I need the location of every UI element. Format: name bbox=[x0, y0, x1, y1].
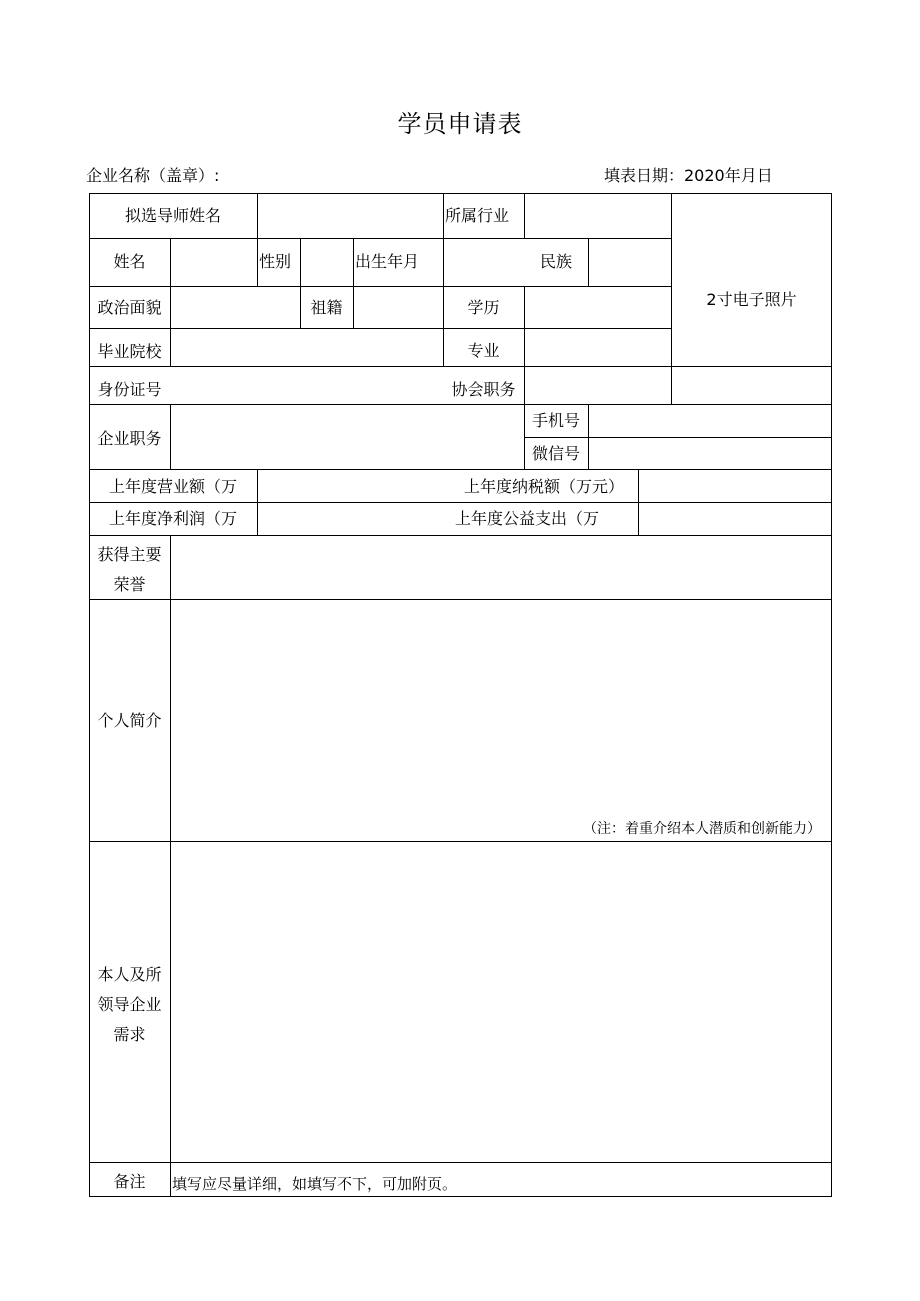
remarks-text: 填写应尽量详细，如填写不下，可加附页。 bbox=[172, 1175, 458, 1193]
charity-field[interactable] bbox=[639, 503, 831, 535]
application-form-table bbox=[89, 193, 832, 1197]
birth-field[interactable] bbox=[444, 239, 524, 286]
fill-date-label: 填表日期：2020年月日 bbox=[604, 166, 773, 185]
mobile-field[interactable] bbox=[589, 405, 831, 437]
association-post-field[interactable] bbox=[525, 367, 671, 404]
charity-label: 上年度公益支出（万 bbox=[455, 509, 600, 528]
industry-label: 所属行业 bbox=[445, 206, 510, 225]
education-label: 学历 bbox=[467, 298, 500, 317]
origin-field[interactable] bbox=[354, 287, 443, 328]
photo-placeholder[interactable]: 2寸电子照片 bbox=[706, 290, 797, 309]
mentor-name-field[interactable] bbox=[258, 194, 443, 238]
needs-label-line2: 领导企业 bbox=[97, 995, 162, 1014]
industry-field[interactable] bbox=[525, 194, 671, 238]
gender-field[interactable] bbox=[301, 239, 353, 286]
honors-label-line1: 获得主要 bbox=[97, 545, 162, 564]
major-label: 专业 bbox=[467, 341, 500, 360]
birth-label: 出生年月 bbox=[355, 252, 420, 271]
gender-label: 性别 bbox=[259, 252, 292, 271]
honors-label-line2: 荣誉 bbox=[113, 575, 146, 594]
company-name-label: 企业名称（盖章）: bbox=[86, 166, 220, 185]
association-post-label: 协会职务 bbox=[451, 380, 516, 399]
school-label: 毕业院校 bbox=[97, 342, 162, 361]
mentor-name-label: 拟选导师姓名 bbox=[124, 206, 221, 225]
tax-field[interactable] bbox=[639, 470, 831, 502]
mobile-label: 手机号 bbox=[531, 411, 580, 430]
major-field[interactable] bbox=[525, 329, 671, 366]
politics-label: 政治面貌 bbox=[97, 298, 162, 317]
wechat-label: 微信号 bbox=[531, 444, 580, 463]
ethnicity-label: 民族 bbox=[539, 252, 572, 271]
profit-label: 上年度净利润（万 bbox=[108, 509, 237, 528]
intro-field[interactable] bbox=[171, 600, 831, 841]
intro-label: 个人简介 bbox=[97, 711, 162, 730]
name-field[interactable] bbox=[171, 239, 257, 286]
needs-field[interactable] bbox=[171, 842, 831, 1162]
tax-label: 上年度纳税额（万元） bbox=[464, 477, 625, 496]
needs-label-line3: 需求 bbox=[113, 1025, 146, 1044]
origin-label: 祖籍 bbox=[310, 298, 343, 317]
education-field[interactable] bbox=[525, 287, 671, 328]
remarks-label: 备注 bbox=[113, 1172, 146, 1191]
page-title: 学员申请表 bbox=[397, 110, 523, 138]
name-label: 姓名 bbox=[113, 252, 146, 271]
wechat-field[interactable] bbox=[589, 438, 831, 469]
politics-field[interactable] bbox=[171, 287, 300, 328]
company-post-label: 企业职务 bbox=[97, 429, 162, 448]
id-number-label: 身份证号 bbox=[97, 380, 162, 399]
id-number-field[interactable] bbox=[171, 367, 443, 404]
school-field[interactable] bbox=[171, 329, 443, 366]
needs-label-line1: 本人及所 bbox=[97, 965, 162, 984]
intro-note: （注：着重介绍本人潜质和创新能力） bbox=[583, 821, 821, 837]
ethnicity-field[interactable] bbox=[589, 239, 671, 286]
company-post-field[interactable] bbox=[171, 405, 524, 469]
revenue-label: 上年度营业额（万 bbox=[108, 477, 237, 496]
honors-field[interactable] bbox=[171, 536, 831, 599]
